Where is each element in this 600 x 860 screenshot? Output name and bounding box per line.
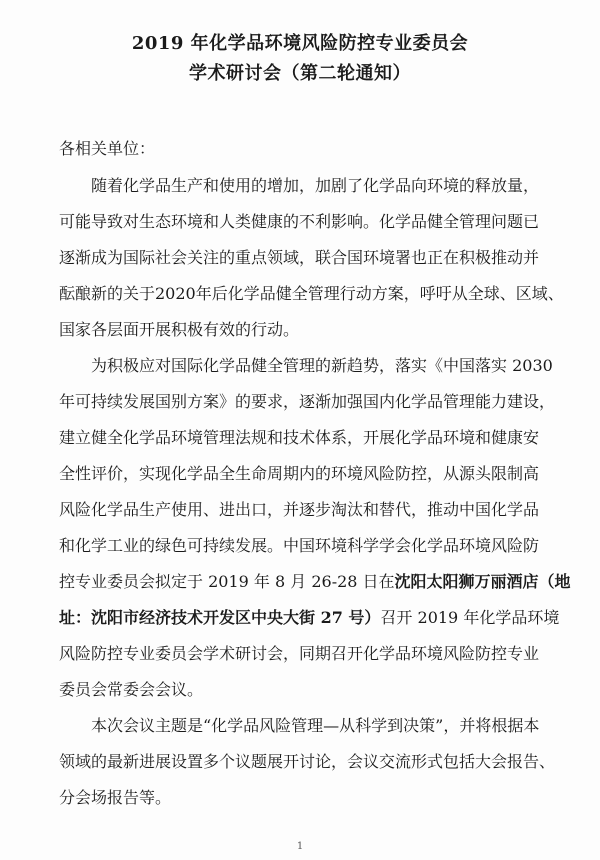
- paragraph-2-line: 委员会常委会会议。: [59, 680, 204, 699]
- document-title-line-1: 2019 年化学品环境风险防控专业委员会: [131, 33, 469, 54]
- paragraph-2-line: 风险防控专业委员会学术研讨会，同期召开化学品环境风险防控专业: [59, 644, 540, 663]
- paragraph-2-line: 和化学工业的绿色可持续发展。中国环境科学学会化学品环境风险防: [59, 536, 540, 555]
- paragraph-2-line: 年可持续发展国别方案》的要求，逐渐加强国内化学品管理能力建设，: [59, 392, 556, 411]
- paragraph-2-line-address: [59, 607, 559, 629]
- meeting-intro-text: 召开 2019 年化学品环境: [380, 608, 560, 627]
- paragraph-1-line: 随着化学品生产和使用的增加，加剧了化学品向环境的释放量，: [91, 176, 540, 195]
- paragraph-1-line: 国家各层面开展积极有效的行动。: [59, 320, 300, 339]
- paragraph-2-line-venue: [59, 571, 571, 593]
- paragraph-2-line: 为积极应对国际化学品健全管理的新趋势，落实《中国落实 2030: [91, 356, 553, 375]
- paragraph-2-line: 建立健全化学品环境管理法规和技术体系，开展化学品环境和健康安: [59, 428, 540, 447]
- paragraph-1-line: 酝酿新的关于2020年后化学品健全管理行动方案，呼吁从全球、区域、: [59, 284, 564, 303]
- paragraph-1-line: 可能导致对生态环境和人类健康的不利影响。化学品健全管理问题已: [59, 212, 540, 231]
- page-number: 1: [296, 841, 304, 852]
- paragraph-3-line: 分会场报告等。: [59, 788, 172, 807]
- venue-intro-text: 控专业委员会拟定于 2019 年 8 月 26-28 日在: [59, 572, 395, 591]
- venue-name: 沈阳太阳狮万丽酒店（地: [394, 572, 571, 591]
- paragraph-2-line: 风险化学品生产使用、进出口，并逐步淘汰和替代，推动中国化学品: [59, 500, 540, 519]
- venue-address: 址：沈阳市经济技术开发区中央大街 27 号）: [59, 608, 381, 627]
- paragraph-3-line: 领域的最新进展设置多个议题展开讨论，会议交流形式包括大会报告、: [59, 752, 556, 771]
- document-title-line-2: 学术研讨会（第二轮通知）: [189, 63, 411, 84]
- paragraph-1-line: 逐渐成为国际社会关注的重点领域，联合国环境署也正在积极推动并: [59, 248, 540, 267]
- paragraph-2-line: 全性评价，实现化学品全生命周期内的环境风险防控，从源头限制高: [59, 464, 540, 483]
- salutation: 各相关单位：: [59, 139, 156, 158]
- paragraph-3-line: 本次会议主题是“化学品风险管理—从科学到决策”，并将根据本: [91, 716, 540, 735]
